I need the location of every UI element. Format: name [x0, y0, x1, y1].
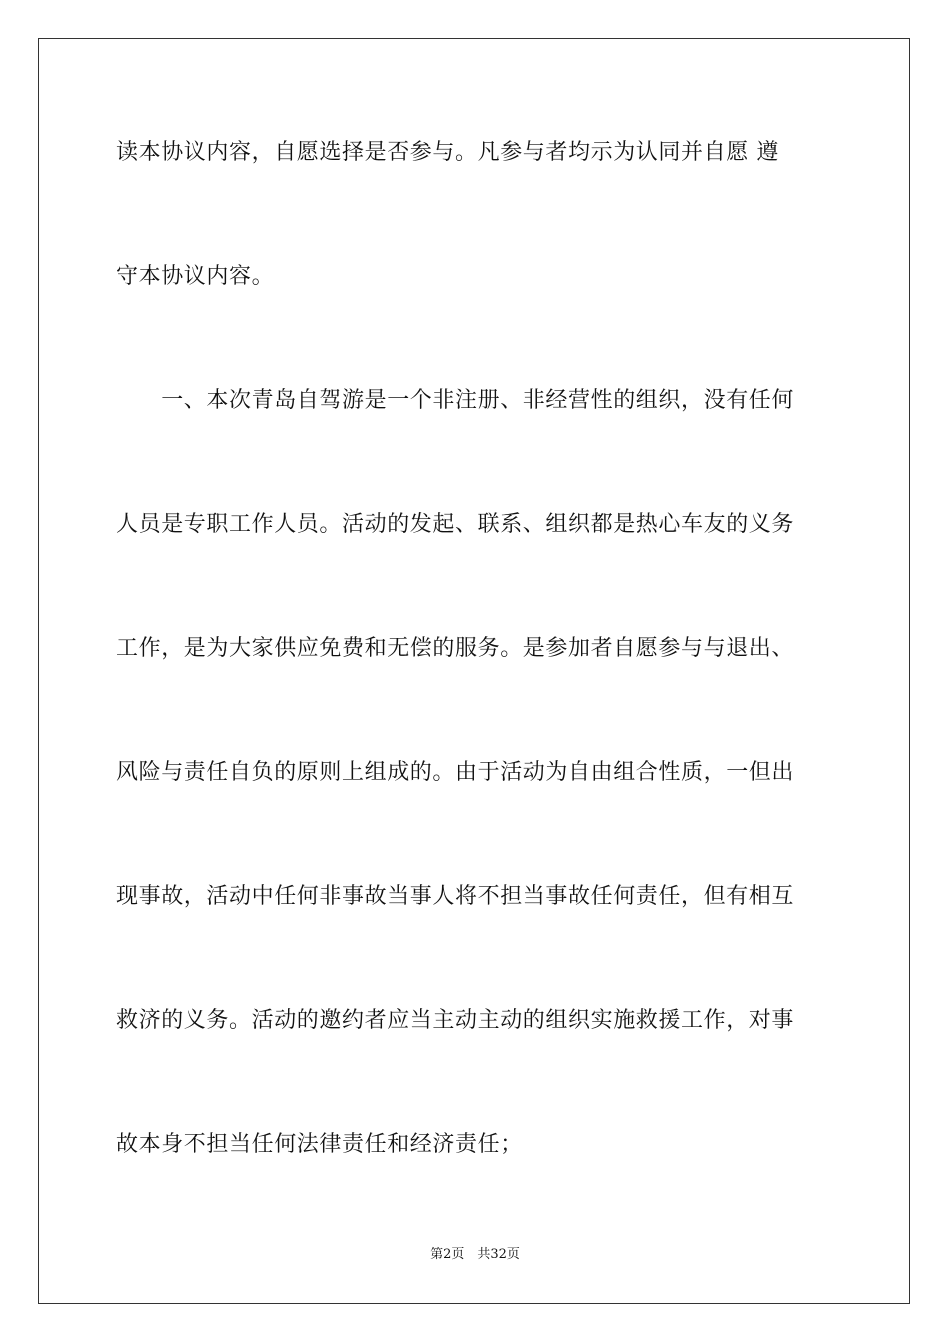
body-text-line: 读本协议内容，自愿选择是否参与。凡参与者均示为认同并自愿 遵 — [116, 140, 779, 165]
body-text-line: 现事故，活动中任何非事故当事人将不担当事故任何责任，但有相互 — [116, 884, 795, 909]
body-text-line: 故本身不担当任何法律责任和经济责任； — [116, 1132, 523, 1157]
page-number-footer: 第2页 共32页 — [430, 1247, 520, 1262]
body-text-line: 风险与责任自负的原则上组成的。由于活动为自由组合性质，一但出 — [116, 760, 795, 785]
body-text-line: 一、本次青岛自驾游是一个非注册、非经营性的组织，没有任何 — [116, 388, 795, 413]
page-border — [38, 38, 910, 1304]
body-text-line: 守本协议内容。 — [116, 264, 275, 289]
body-text-line: 人员是专职工作人员。活动的发起、联系、组织都是热心车友的义务 — [116, 512, 795, 537]
body-text-line: 救济的义务。活动的邀约者应当主动主动的组织实施救援工作，对事 — [116, 1008, 795, 1033]
body-text-line: 工作，是为大家供应免费和无偿的服务。是参加者自愿参与与退出、 — [116, 636, 795, 661]
